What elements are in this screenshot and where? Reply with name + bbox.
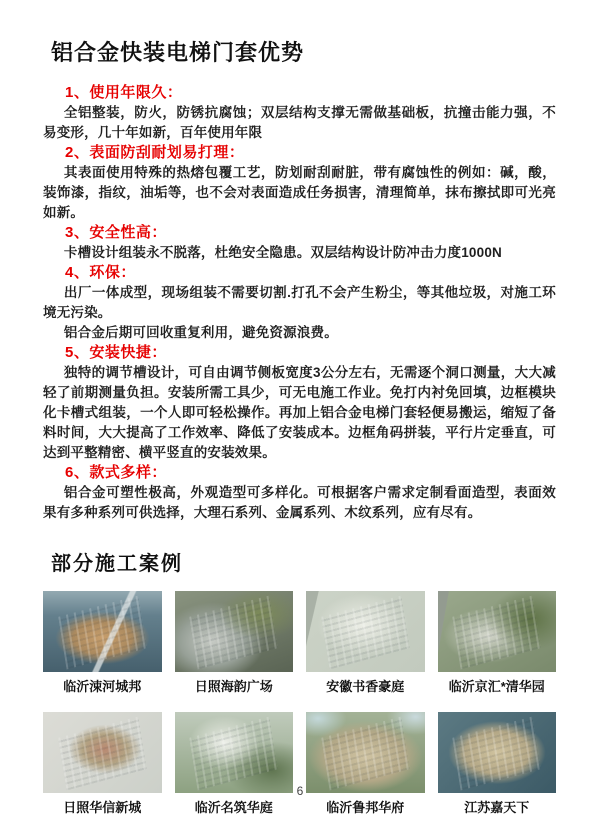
case-caption: 江苏嘉天下 (464, 800, 530, 815)
case-caption: 日照华信新城 (63, 800, 142, 815)
case-caption: 日照海韵广场 (194, 679, 273, 694)
case-photo-aerial-render (438, 591, 557, 672)
case-caption: 临沂涑河城邦 (63, 679, 142, 694)
page-title: 铝合金快装电梯门套优势 (51, 40, 305, 65)
feature-heading: 1、使用年限久： (65, 84, 183, 101)
case-caption: 安徽书香豪庭 (326, 679, 405, 694)
case-photo-aerial-render (175, 591, 294, 672)
case-card (175, 591, 294, 695)
case-card (306, 712, 425, 816)
case-caption: 临沂京汇*清华园 (448, 679, 545, 694)
feature-heading: 5、安装快捷： (65, 344, 167, 361)
case-card (438, 591, 557, 695)
feature-heading: 2、表面防刮耐划易打理： (65, 144, 245, 161)
feature-heading: 6、款式多样： (65, 464, 167, 481)
feature-section-3 (43, 223, 556, 263)
case-photo-aerial-render (306, 712, 425, 793)
feature-section-1 (43, 83, 556, 143)
feature-heading: 4、环保： (65, 264, 136, 281)
case-photo-aerial-render (175, 712, 294, 793)
case-photo-aerial-render (43, 591, 162, 672)
feature-section-2 (43, 143, 556, 223)
case-grid (43, 591, 556, 816)
case-card (43, 591, 162, 695)
page-number: 6 (296, 784, 304, 798)
case-card (43, 712, 162, 816)
case-card (438, 712, 557, 816)
feature-paragraph: 出厂一体成型，现场组装不需要切割.打孔不会产生粉尘，等其他垃圾，对施工环境无污染。 (43, 285, 556, 320)
case-photo-aerial-render (43, 712, 162, 793)
feature-paragraph: 铝合金后期可回收重复利用，避免资源浪费。 (63, 325, 338, 340)
feature-paragraph: 卡槽设计组装永不脱落，杜绝安全隐患。双层结构设计防冲击力度1000N (63, 245, 503, 260)
case-caption: 临沂名筑华庭 (194, 800, 273, 815)
feature-paragraph: 其表面使用特殊的热熔包覆工艺，防划耐刮耐脏，带有腐蚀性的例如：碱，酸，装饰漆，指纹，油垢等，也不会对表面造成任务损害，清理简单，抹布擦拭即可光亮如新。 (43, 165, 556, 220)
feature-paragraph: 铝合金可塑性极高，外观造型可多样化。可根据客户需求定制看面造型，表面效果有多种系列可供选择，大理石系列、金属系列、木纹系列，应有尽有。 (43, 485, 556, 520)
feature-section-6 (43, 463, 556, 523)
case-caption: 临沂鲁邦华府 (326, 800, 405, 815)
feature-paragraph: 全铝整装，防火，防锈抗腐蚀；双层结构支撑无需做基础板，抗撞击能力强，不易变形，几十年如新，百年使用年限 (43, 105, 556, 140)
feature-paragraph: 独特的调节槽设计，可自由调节侧板宽度3公分左右，无需逐个洞口测量，大大减轻了前期测量负担。安装所需工具少，可无电施工作业。免打内衬免回填，边框模块化卡槽式组装，一个人即可轻松操作。再加上铝合金电梯门套轻便易搬运，缩短了备料时间，大大提高了工作效率、降低了安装成本。边框角码拼装，平行片定垂直，可达到平整精密、横平竖直的安装效果。 (43, 365, 556, 460)
case-photo-aerial-render (438, 712, 557, 793)
feature-heading: 3、安全性高： (65, 224, 167, 241)
feature-section-5 (43, 343, 556, 463)
case-card (175, 712, 294, 816)
cases-section-title: 部分施工案例 (51, 553, 183, 575)
case-photo-aerial-render (306, 591, 425, 672)
feature-section-4 (43, 263, 556, 343)
case-card (306, 591, 425, 695)
